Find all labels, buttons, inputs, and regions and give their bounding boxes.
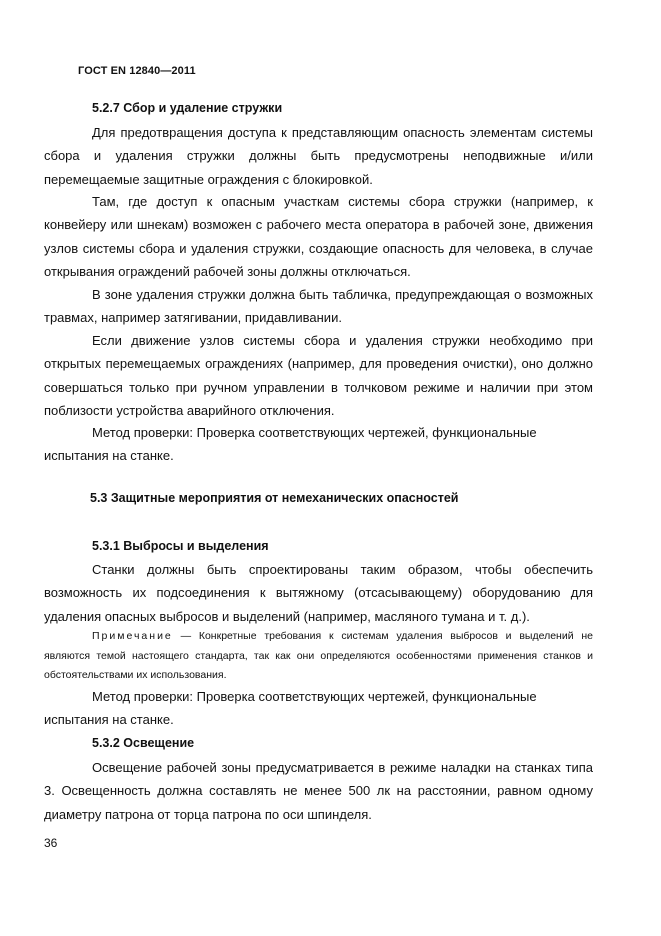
section-5-3-2-heading: 5.3.2 Освещение xyxy=(92,736,195,750)
section-5-2-7-paragraph-4: Если движение узлов системы сбора и удаления стружки необходимо при открытых перемещаемых ограждениях (например, для проведения очистки), оно должно совершаться только при ручном управлении в толчковом режиме и наличии при этом поблизости устройства аварийного отключения. xyxy=(44,333,593,418)
section-5-2-7-paragraph-3: В зоне удаления стружки должна быть табличка, предупреждающая о возможных травмах, например затягивании, придавливании. xyxy=(44,287,593,326)
page-number: 36 xyxy=(44,836,58,850)
section-5-2-7-paragraph-1: Для предотвращения доступа к представляющим опасность элементам системы сбора и удаления стружки должны быть предусмотрены неподвижные и/или перемещаемые защитные ограждения с блокировкой. xyxy=(44,125,593,187)
section-5-3-1-paragraph-1: Станки должны быть спроектированы таким образом, чтобы обеспечить возможность их подсоединения к вытяжному (отсасывающему) оборудованию для удаления опасных выбросов и выделений (например, масляного тумана и т. д.). xyxy=(44,562,593,624)
note-label: Примечание xyxy=(92,630,173,642)
section-5-3-1-heading: 5.3.1 Выбросы и выделения xyxy=(92,539,269,553)
section-5-3-1-note xyxy=(44,627,593,686)
section-5-3-heading: 5.3 Защитные мероприятия от немеханических опасностей xyxy=(90,491,459,505)
document-header: ГОСТ EN 12840—2011 xyxy=(78,65,196,77)
section-5-2-7-paragraph-2: Там, где доступ к опасным участкам системы сбора стружки (например, к конвейеру или шнекам) возможен с рабочего места оператора в рабочей зоне, движения узлов системы сбора и удаления стружки, создающие опасность для человека, в случае открывания ограждений рабочей зоны должны отключаться. xyxy=(44,194,593,279)
section-5-3-1-test-method: Метод проверки: Проверка соответствующих чертежей, функциональные испытания на станке. xyxy=(44,689,537,728)
section-5-3-2-paragraph-1: Освещение рабочей зоны предусматривается в режиме наладки на станках типа 3. Освещенность должна составлять не менее 500 лк на расстоянии, равном одному диаметру патрона от торца патрона по оси шпинделя. xyxy=(44,760,593,822)
section-5-2-7-test-method: Метод проверки: Проверка соответствующих чертежей, функциональные испытания на станке. xyxy=(44,425,537,464)
section-5-2-7-heading: 5.2.7 Сбор и удаление стружки xyxy=(92,101,283,115)
note-text: — Конкретные требования к системам удаления выбросов и выделений не являются темой настоящего стандарта, так как они определяются особенностями применения станков и обстоятельствами их использования. xyxy=(44,630,593,681)
